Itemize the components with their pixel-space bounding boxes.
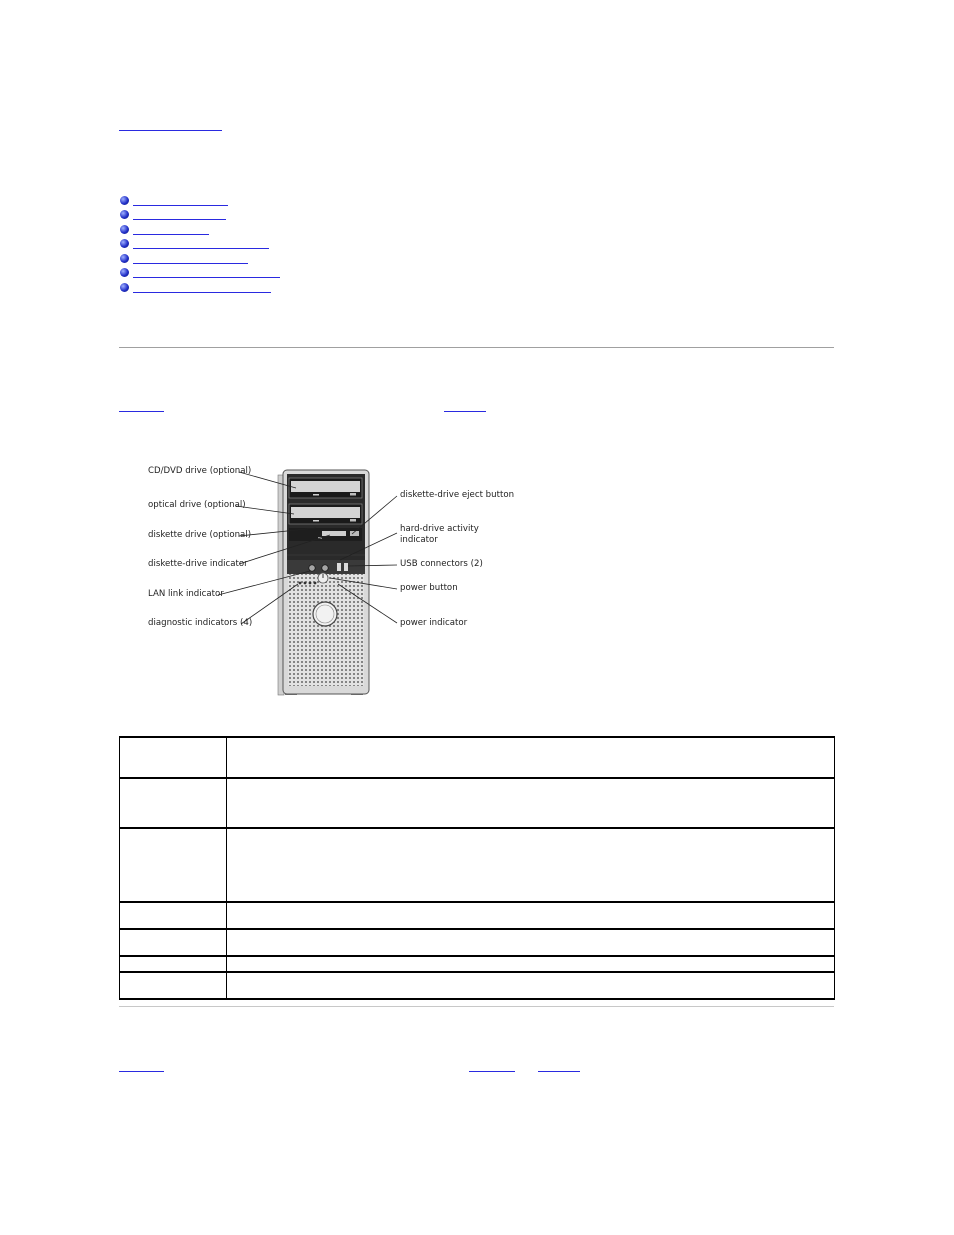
table-cell bbox=[120, 828, 227, 902]
top-link[interactable] bbox=[119, 130, 222, 131]
callout-power-button: power button bbox=[400, 583, 458, 593]
table-cell bbox=[120, 929, 227, 956]
bullet-icon bbox=[120, 196, 129, 205]
bottom-divider bbox=[119, 1006, 834, 1007]
toc-item-3[interactable] bbox=[120, 224, 230, 236]
indicator-description-table bbox=[119, 736, 835, 1000]
toc-item-4[interactable] bbox=[120, 238, 280, 250]
table-cell bbox=[227, 956, 835, 972]
table-cell bbox=[227, 737, 835, 778]
bullet-icon bbox=[120, 225, 129, 234]
back-to-top-link[interactable] bbox=[119, 411, 164, 412]
callout-hard-drive-activity-2: indicator bbox=[400, 535, 438, 545]
callout-hard-drive-activity: hard-drive activity bbox=[400, 524, 479, 534]
callout-lan-link-indicator: LAN link indicator bbox=[148, 589, 224, 599]
callout-usb-connectors: USB connectors (2) bbox=[400, 559, 483, 569]
callout-diskette-drive: diskette drive (optional) bbox=[148, 530, 252, 540]
callout-diskette-eject-button: diskette-drive eject button bbox=[400, 490, 515, 500]
section-divider bbox=[119, 347, 834, 348]
bullet-icon bbox=[120, 239, 129, 248]
table-row bbox=[120, 929, 835, 956]
callout-diagnostic-indicators: diagnostic indicators (4) bbox=[148, 618, 253, 628]
bullet-icon bbox=[120, 210, 129, 219]
table-cell bbox=[120, 737, 227, 778]
toc-item-2[interactable] bbox=[120, 209, 230, 221]
bullet-icon bbox=[120, 283, 129, 292]
toc-item-5[interactable] bbox=[120, 253, 260, 265]
bottom-reference-link-1[interactable] bbox=[469, 1071, 515, 1072]
table-cell bbox=[120, 972, 227, 999]
table-cell bbox=[120, 902, 227, 929]
bottom-back-to-top-link[interactable] bbox=[119, 1071, 164, 1072]
bullet-icon bbox=[120, 254, 129, 263]
table-cell bbox=[120, 778, 227, 828]
bullet-icon bbox=[120, 268, 129, 277]
table-cell bbox=[227, 902, 835, 929]
table-row bbox=[120, 956, 835, 972]
table-row bbox=[120, 902, 835, 929]
table-cell bbox=[227, 828, 835, 902]
bottom-reference-link-2[interactable] bbox=[538, 1071, 580, 1072]
callout-power-indicator: power indicator bbox=[400, 618, 468, 628]
table-cell bbox=[227, 778, 835, 828]
toc-item-6[interactable] bbox=[120, 267, 290, 279]
table-row bbox=[120, 737, 835, 778]
table-cell bbox=[227, 972, 835, 999]
toc-item-7[interactable] bbox=[120, 282, 280, 294]
callout-diskette-drive-indicator: diskette-drive indicator bbox=[148, 559, 248, 569]
toc-item-1[interactable] bbox=[120, 195, 230, 207]
table-row bbox=[120, 972, 835, 999]
table-row bbox=[120, 828, 835, 902]
figure-reference-link[interactable] bbox=[444, 411, 486, 412]
table-row bbox=[120, 778, 835, 828]
table-cell bbox=[120, 956, 227, 972]
callout-optical-drive: optical drive (optional) bbox=[148, 500, 246, 510]
table-cell bbox=[227, 929, 835, 956]
callout-cd-dvd-drive: CD/DVD drive (optional) bbox=[148, 466, 252, 476]
